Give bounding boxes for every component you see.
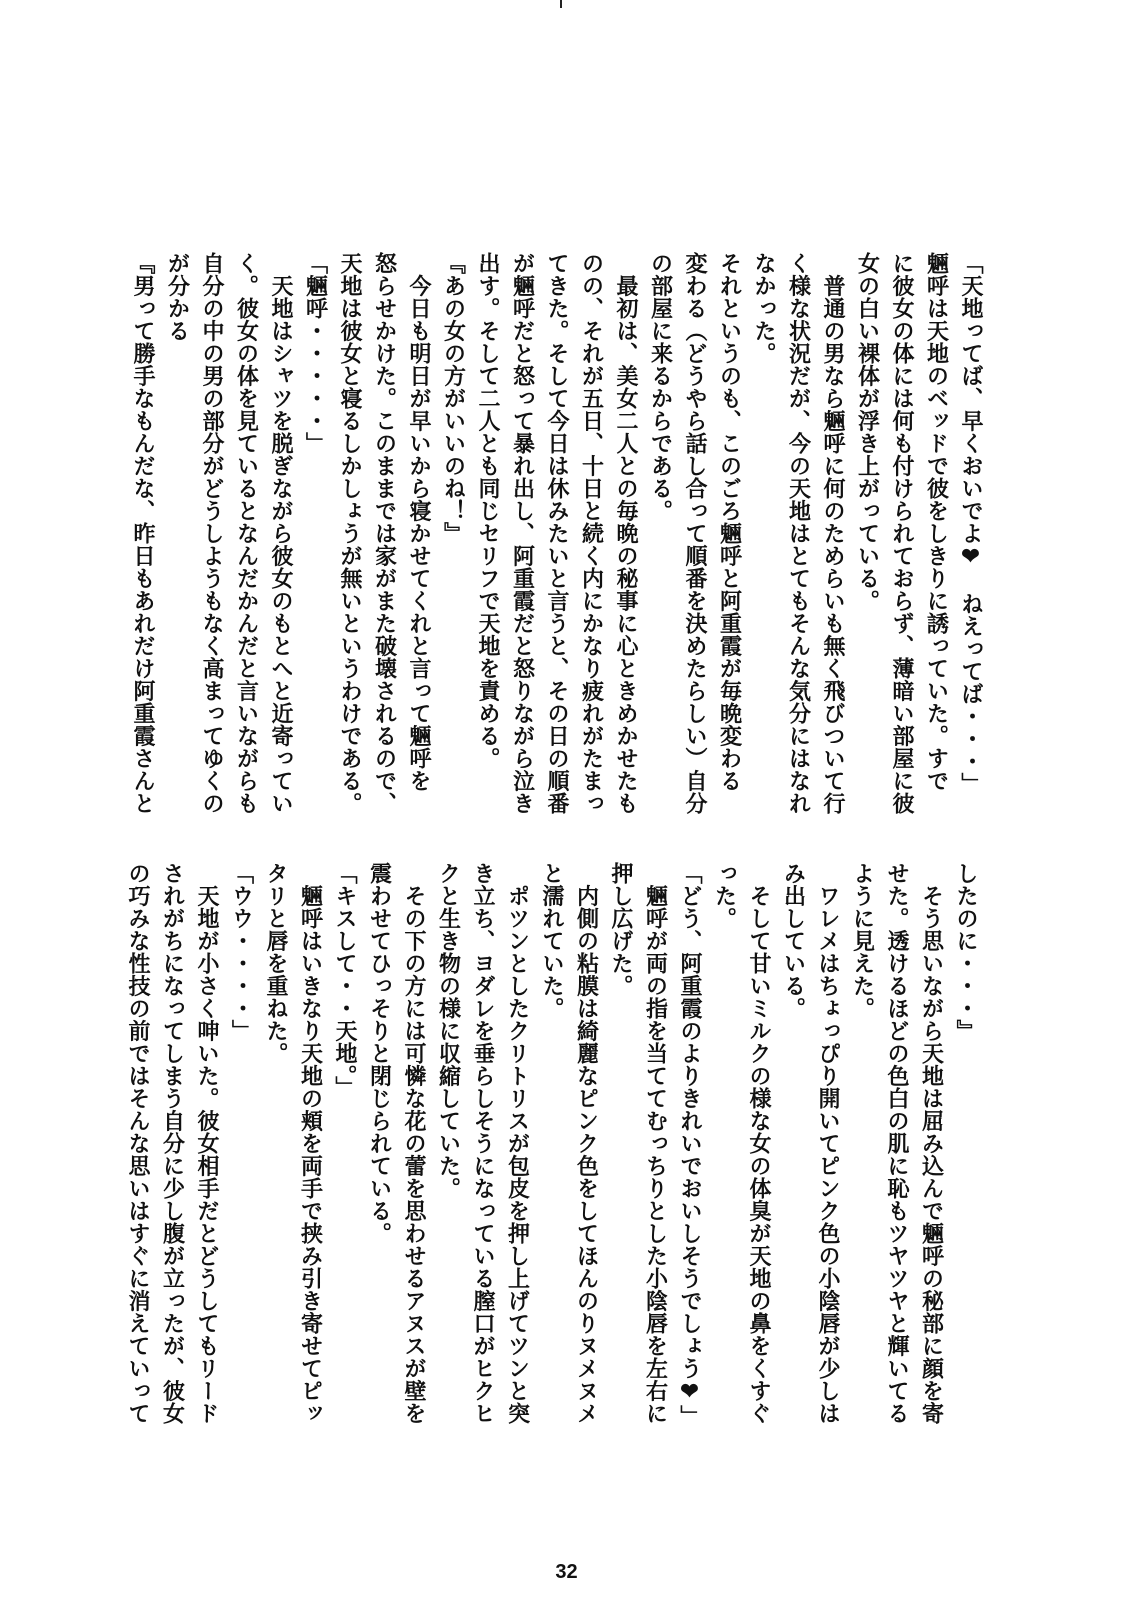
text-line: 「キスして・・天地。」 bbox=[332, 862, 358, 1099]
text-line: そして甘いミルクの様な女の体臭が天地の鼻をくすぐ bbox=[746, 862, 772, 1425]
text-line: そう思いながら天地は屈み込んで魎呼の秘部に顔を寄 bbox=[918, 862, 945, 1425]
text-line: く。彼女の体を見ているとなんだかんだと言いながらも bbox=[233, 252, 260, 815]
text-line: 出す。そして二人とも同じセリフで天地を責める。 bbox=[475, 252, 501, 770]
text-line: った。 bbox=[711, 862, 738, 930]
text-line: クと生き物の様に収縮していた。 bbox=[435, 862, 462, 1200]
text-line: 魎呼はいきなり天地の頬を両手で挟み引き寄せてピッ bbox=[297, 862, 324, 1425]
text-line: 自分の中の男の部分がどうしようもなく高まってゆくの bbox=[199, 252, 225, 815]
text-line: 「ウウ・・・・」 bbox=[228, 862, 255, 1042]
text-line: したのに・・・』 bbox=[953, 862, 979, 1042]
text-line: き立ち、ヨダレを垂らしそうになっている膣口がヒクヒ bbox=[470, 862, 496, 1425]
text-line: 内側の粘膜は綺麗なピンク色をしてほんのりヌメヌメ bbox=[573, 862, 600, 1425]
text-line: 天地が小さく呻いた。彼女相手だとどうしてもリード bbox=[194, 862, 220, 1425]
text-line: 魎呼は天地のベッドで彼をしきりに誘っていた。すで bbox=[923, 252, 950, 792]
text-line: なかった。 bbox=[751, 252, 777, 365]
text-line: ワレメはちょっぴり開いてピンク色の小陰唇が少しは bbox=[815, 862, 841, 1425]
text-line: 『男って勝手なもんだな、昨日もあれだけ阿重霞さんと bbox=[130, 252, 156, 815]
text-line: 『あの女の方がいいのね！』 bbox=[440, 252, 467, 545]
text-line: 今日も明日が早いから寝かせてくれと言って魎呼を bbox=[406, 252, 432, 792]
text-line: が分かる bbox=[164, 252, 191, 342]
text-line: 女の白い裸体が浮き上がっている。 bbox=[854, 252, 881, 612]
text-line: 普通の男なら魎呼に何のためらいも無く飛びついて行 bbox=[820, 252, 846, 815]
text-line: と濡れていた。 bbox=[539, 862, 565, 1020]
text-line: ように見えた。 bbox=[849, 862, 876, 1020]
text-line: 「どう、阿重霞のよりきれいでおいしそうでしょう❤」 bbox=[677, 862, 703, 1428]
text-line: 最初は、美女二人との毎晩の秘事に心ときめかせたも bbox=[613, 252, 639, 815]
text-line: が魎呼だと怒って暴れ出し、阿重霞だと怒りながら泣き bbox=[509, 252, 536, 815]
text-line: てきた。そして今日は休みたいと言うと、その日の順番 bbox=[544, 252, 570, 815]
text-line: ポツンとしたクリトリスが包皮を押し上げてツンと突 bbox=[504, 862, 531, 1425]
text-line: 天地はシャツを脱ぎながら彼女のもとへと近寄ってい bbox=[268, 252, 294, 815]
text-line: その下の方には可憐な花の蕾を思わせるアヌスが壁を bbox=[401, 862, 427, 1425]
text-line: タリと唇を重ねた。 bbox=[263, 862, 289, 1065]
text-line: されがちになってしまう自分に少し腹が立ったが、彼女 bbox=[159, 862, 186, 1425]
text-line: み出している。 bbox=[780, 862, 807, 1020]
text-line: 天地は彼女と寝るしかしょうが無いというわけである。 bbox=[337, 252, 363, 815]
text-line: それというのも、このごろ魎呼と阿重霞が毎晩変わる bbox=[716, 252, 743, 792]
crop-mark-top bbox=[560, 0, 562, 8]
text-line: 変わる（どうやら話し合って順番を決めたらしい）自分 bbox=[682, 252, 708, 815]
text-line: 押し広げた。 bbox=[608, 862, 634, 997]
text-line: 「魎呼・・・・・」 bbox=[302, 252, 329, 455]
text-line: 震わせてひっそりと閉じられている。 bbox=[366, 862, 393, 1245]
text-line: 「天地ってば、早くおいでよ❤ ねえってば・・・」 bbox=[958, 252, 984, 795]
text-line: せた。透けるほどの色白の肌に恥もツヤツヤと輝いてる bbox=[884, 862, 910, 1425]
vertical-text-block-bottom bbox=[121, 862, 984, 1428]
text-line: 怒らせかけた。このままでは家がまた破壊されるので、 bbox=[371, 252, 398, 815]
text-line: く様な状況だが、今の天地はとてもそんな気分にはなれ bbox=[785, 252, 812, 815]
vertical-text-block-top bbox=[126, 252, 989, 815]
page-number: 32 bbox=[555, 1561, 578, 1583]
text-line: のの、それが五日、十日と続く内にかなり疲れがたまっ bbox=[578, 252, 605, 815]
text-line: の部屋に来るからである。 bbox=[647, 252, 674, 522]
text-line: に彼女の体には何も付けられておらず、薄暗い部屋に彼 bbox=[889, 252, 915, 815]
text-line: の巧みな性技の前ではそんな思いはすぐに消えていって bbox=[125, 862, 151, 1425]
text-line: 魎呼が両の指を当ててむっちりとした小陰唇を左右に bbox=[642, 862, 669, 1425]
